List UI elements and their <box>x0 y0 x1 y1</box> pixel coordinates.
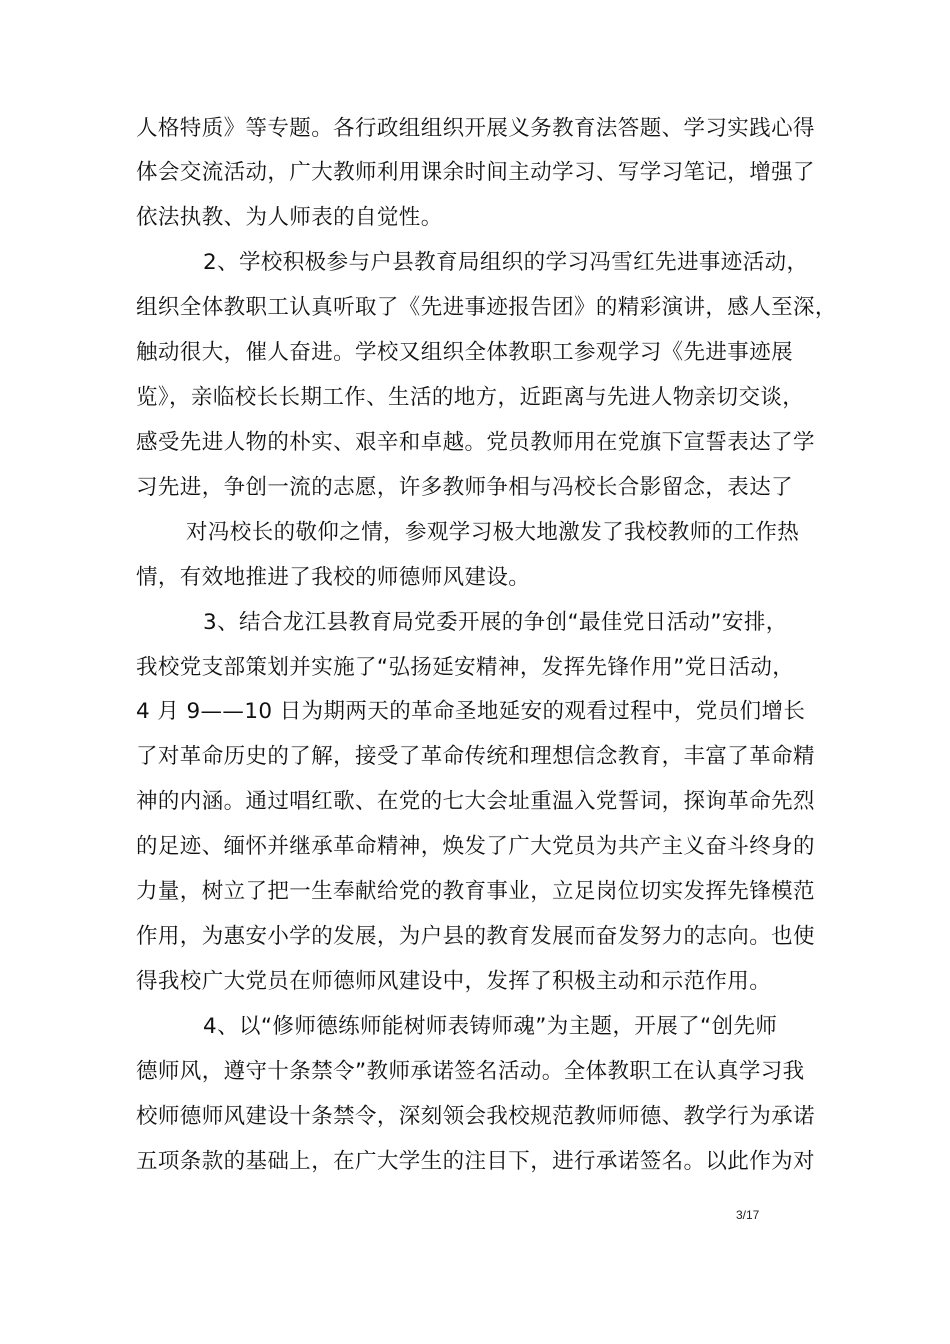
text-line: 五项条款的基础上，在广大学生的注目下，进行承诺签名。以此作为对 <box>136 1149 815 1174</box>
text-line: 人格特质》等专题。各行政组组织开展义务教育法答题、学习实践心得 <box>136 116 815 141</box>
text-line: 体会交流活动，广大教师利用课余时间主动学习、写学习笔记，增强了 <box>136 160 815 185</box>
text-line: 的足迹、缅怀并继承革命精神，焕发了广大党员为共产主义奋斗终身的 <box>136 834 815 859</box>
text-line: 情，有效地推进了我校的师德师风建设。 <box>136 565 531 590</box>
text-line: 组织全体教职工认真听取了《先进事迹报告团》的精彩演讲，感人至深， <box>136 295 837 320</box>
text-line: 对冯校长的敬仰之情，参观学习极大地激发了我校教师的工作热 <box>186 520 800 545</box>
text-line: 作用，为惠安小学的发展，为户县的教育发展而奋发努力的志向。也使 <box>136 924 815 949</box>
text-line: 了对革命历史的了解，接受了革命传统和理想信念教育，丰富了革命精 <box>136 744 815 769</box>
text-line: 4 月 9——10 日为期两天的革命圣地延安的观看过程中，党员们增长 <box>136 699 806 724</box>
text-line: 我校党支部策划并实施了“弘扬延安精神，发挥先锋作用”党日活动， <box>136 655 795 680</box>
text-line: 感受先进人物的朴实、艰辛和卓越。党员教师用在党旗下宣誓表达了学 <box>136 430 815 455</box>
text-line: 览》，亲临校长长期工作、生活的地方，近距离与先进人物亲切交谈， <box>136 385 805 410</box>
text-line: 神的内涵。通过唱红歌、在党的七大会址重温入党誓词，探询革命先烈 <box>136 789 815 814</box>
text-line: 校师德师风建设十条禁令，深刻领会我校规范教师师德、教学行为承诺 <box>136 1104 815 1129</box>
text-line: 得我校广大党员在师德师风建设中，发挥了积极主动和示范作用。 <box>136 969 772 994</box>
text-line: 德师风，遵守十条禁令”教师承诺签名活动。全体教职工在认真学习我 <box>136 1059 805 1084</box>
text-line: 依法执教、为人师表的自觉性。 <box>136 205 443 230</box>
text-line: 力量，树立了把一生奉献给党的教育事业，立足岗位切实发挥先锋模范 <box>136 879 815 904</box>
page-number: 3/17 <box>736 1208 760 1222</box>
text-line: 习先进，争创一流的志愿，许多教师争相与冯校长合影留念，表达了 <box>136 475 794 500</box>
text-line: 触动很大，催人奋进。学校又组织全体教职工参观学习《先进事迹展 <box>136 340 794 365</box>
text-line: 4、以“修师德练师能树师表铸师魂”为主题，开展了“创先师 <box>203 1014 778 1039</box>
text-line: 2、学校积极参与户县教育局组织的学习冯雪红先进事迹活动， <box>203 250 809 275</box>
text-line: 3、结合龙江县教育局党委开展的争创“最佳党日活动”安排， <box>203 610 788 635</box>
